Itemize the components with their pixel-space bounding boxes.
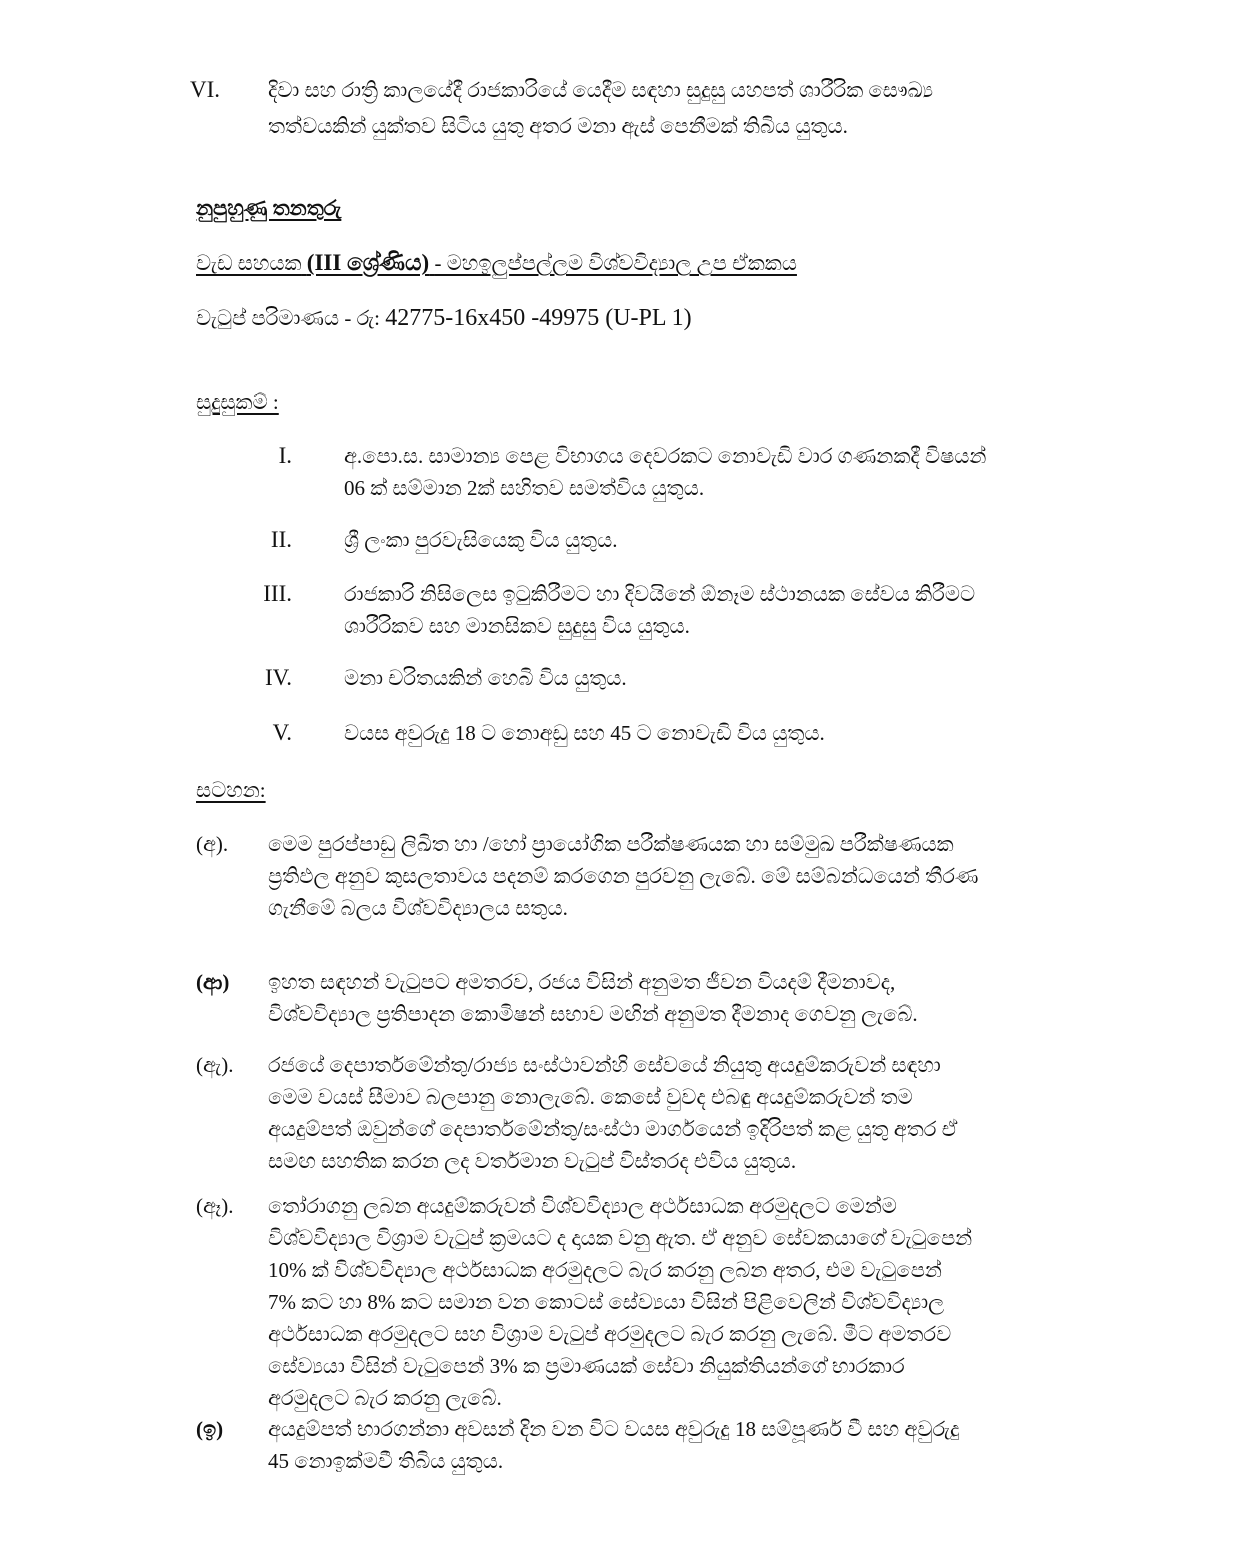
qualification-line: අ.පො.ස. සාමාන්‍ය පෙළ විභාගය දෙවරකට නොවැඩි වාර ගණනකදී විෂයන්: [344, 444, 987, 468]
note-line: 7% කට හා 8% කට සමාන වන කොටස් සේව්‍යයා විසින් පිළිවෙලින් විශ්වවිද්‍යාල: [268, 1290, 945, 1314]
note-text: [268, 1413, 1060, 1477]
qualifications-title: සුදුසුකම් :: [196, 390, 279, 414]
qualification-number: V.: [272, 720, 292, 745]
qualification-line: මනා චරිතයකින් හෙබි විය යුතුය.: [344, 666, 627, 690]
note-text: [268, 1049, 1060, 1177]
note-number: (අ).: [196, 832, 229, 856]
salary-label: වැටුප් පරිමාණය - රු:: [196, 306, 380, 330]
qualification-text: [344, 717, 1060, 749]
note-number: (ඇ).: [196, 1053, 234, 1077]
note-line: ප්‍රතිඵල අනුව කුසලතාවය පදනම් කරගෙන පුරවනු ලැබේ. මේ සම්බන්ධයෙන් තීරණ: [268, 864, 979, 888]
item-line: දිවා සහ රාත්‍රි කාලයේදී රාජකාරියේ යෙදීම සඳහා සුදුසු යහපත් ශාරීරික සෞඛ්‍ය: [268, 78, 934, 102]
qualification-line: වයස අවුරුදු 18 ට නොඅඩු සහ 45 ට නොවැඩි විය යුතුය.: [344, 721, 825, 745]
note-number: (ඈ).: [196, 1194, 234, 1218]
note-text: [268, 828, 1060, 924]
item-number: VI.: [190, 77, 221, 102]
note-line: සේව්‍යයා විසින් වැටුපෙන් 3% ක ප්‍රමාණයක් සේවා නියුක්තියන්ගේ භාරකාර: [268, 1354, 905, 1378]
salary-line: [196, 302, 692, 334]
item-text: [268, 74, 1008, 142]
post-prefix: වැඩ සහයක: [196, 251, 302, 275]
note-line: සමඟ සහතික කරන ලද වර්තමාන වැටුප් විස්තරද එවිය යුතුය.: [268, 1149, 797, 1173]
note-line: අයදුම්පත් ඔවුන්ගේ දෙපාර්තමේන්තු/සංස්ථා මාර්ගයෙන් ඉදිරිපත් කළ යුතු අතර ඒ: [268, 1117, 958, 1141]
qualification-text: [344, 524, 1060, 556]
note-line: අයදුම්පත් භාරගන්නා අවසන් දින වන විට වයස අවුරුදු 18 සම්පූර්ණ වී සහ අවුරුදු: [268, 1417, 960, 1441]
qualification-line: රාජකාරි නිසිලෙස ඉටුකිරීමට හා දිවයිනේ ඕනෑම ස්ථානයක සේවය කිරීමට: [344, 582, 976, 606]
note-text: [268, 1190, 1060, 1414]
qualification-text: [344, 662, 1060, 694]
salary-value: 42775-16x450 -49975 (U-PL 1): [385, 305, 692, 331]
note-line: මෙම පුරප්පාඩු ලිඛිත හා /හෝ ප්‍රායෝගික පරීක්ෂණයක හා සම්මුඛ පරීක්ෂණයක: [268, 832, 954, 856]
post-title: [196, 247, 797, 279]
note-line: 10% ක් විශ්වවිද්‍යාල අර්ථසාධක අරමුදලට බැර කරනු ලබන අතර, එම වැටුපෙන්: [268, 1258, 942, 1282]
note-text: [268, 966, 1060, 1030]
qualification-number: IV.: [264, 665, 292, 690]
note-line: 45 නොඉක්මවී තිබිය යුතුය.: [268, 1449, 504, 1473]
qualification-text: [344, 578, 1060, 642]
qualification-line: ශ්‍රී ලංකා පුරවැසියෙකු විය යුතුය.: [344, 528, 618, 552]
qualification-number: III.: [263, 581, 292, 606]
item-line: තත්වයකින් යුක්තව සිටිය යුතු අතර මනා ඇස් පෙනීමක් තිබිය යුතුය.: [268, 114, 848, 138]
qualification-line: 06 ක් සම්මාන 2ක් සහිතව සමත්විය යුතුය.: [344, 476, 705, 500]
section-title: නුපුහුණු තනතුරු: [196, 196, 342, 220]
note-line: තෝරාගනු ලබන අයදුම්කරුවන් විශ්වවිද්‍යාල අර්ථසාධක අරමුදලට මෙන්ම: [268, 1194, 897, 1218]
note-line: අර්ථසාධක අරමුදලට සහ විශ්‍රාම වැටුප් අරමුදලට බැර කරනු ලැබේ. මීට අමතරව: [268, 1322, 952, 1346]
note-line: ගැනීමේ බලය විශ්වවිද්‍යාලය සතුය.: [268, 896, 568, 920]
note-line: විශ්වවිද්‍යාල ප්‍රතිපාදන කොමිෂන් සභාව මඟින් අනුමත දීමනාද ගෙවනු ලැබේ.: [268, 1002, 918, 1026]
notes-title: සටහන:: [196, 778, 266, 802]
note-line: විශ්වවිද්‍යාල විශ්‍රාම වැටුප් ක්‍රමයට ද දායක වනු ඇත. ඒ අනුව සේවකයාගේ වැටුපෙන්: [268, 1226, 973, 1250]
note-line: මෙම වයස් සීමාව බලපානු නොලැබේ. කෙසේ වුවද එබඳු අයදුම්කරුවන් තම: [268, 1085, 913, 1109]
qualification-number: I.: [278, 443, 292, 468]
note-number: (ඉ): [196, 1417, 224, 1441]
note-line: අරමුදලට බැර කරනු ලැබේ.: [268, 1386, 502, 1410]
qualification-line: ශාරීරිකව සහ මානසිකව සුදුසු විය යුතුය.: [344, 614, 690, 638]
qualification-number: II.: [270, 527, 292, 552]
qualification-text: [344, 440, 1060, 504]
note-line: රජයේ දෙපාර්තමේන්තු/රාජ්‍ය සංස්ථාවන්හි සේවයේ නියුතු අයදුම්කරුවන් සඳහා: [268, 1053, 941, 1077]
note-number: (ආ): [196, 970, 230, 994]
note-line: ඉහත සඳහන් වැටුපට අමතරව, රජය විසින් අනුමත ජීවන වියදම් දීමනාවද,: [268, 970, 896, 994]
post-suffix: - මහඉලුප්පල්ලම විශ්වවිද්‍යාල උප ඒකකය: [434, 251, 797, 275]
post-grade: (III ශ්‍රේණිය): [306, 250, 430, 275]
